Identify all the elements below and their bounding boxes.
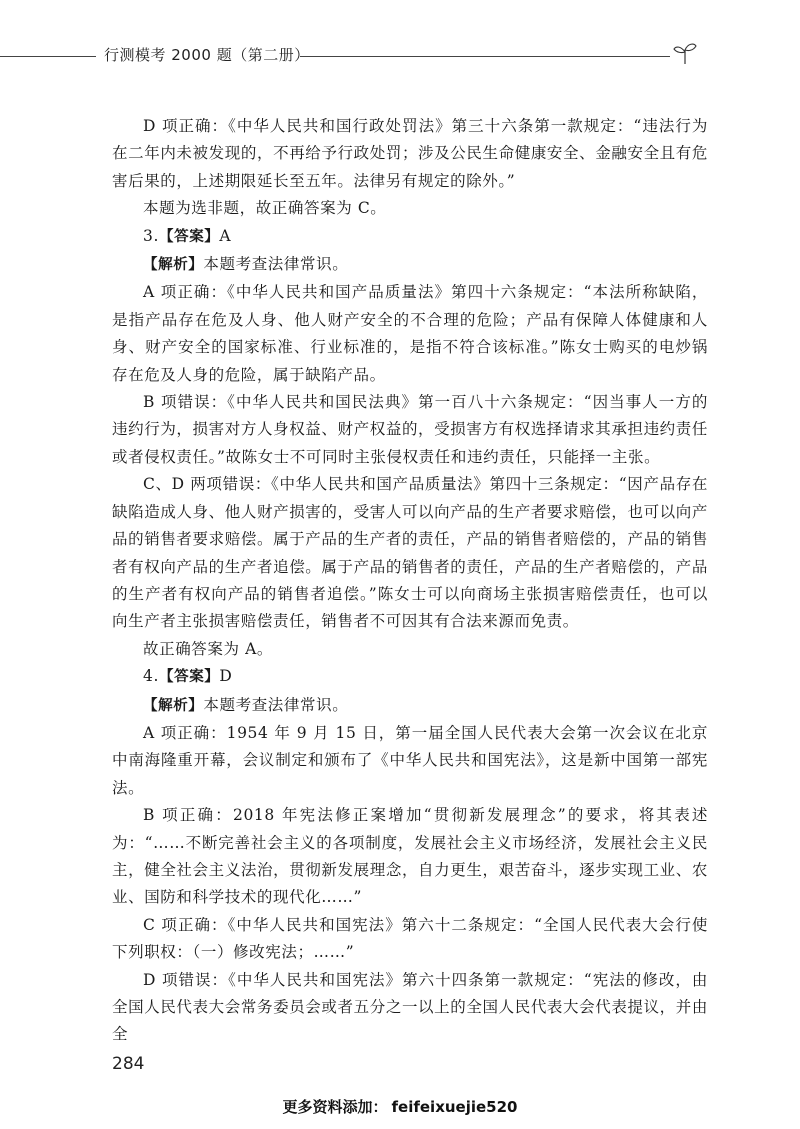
footer-prefix: 更多资料添加： <box>282 1098 388 1116</box>
paragraph-text: B 项正确：2018 年宪法修正案增加“贯彻新发展理念”的要求，将其表述为：“……不断完善社会主义的各项制度，发展社会主义市场经济，发展社会主义民主，健全社会主义法治，贯彻新发展理念，自力更生，艰苦奋斗，逐步实现工业、农业、国防和科学技术的现代化……” <box>112 806 708 907</box>
paragraph-text: 故正确答案为 A。 <box>143 639 274 658</box>
paragraph-text: A 项正确：《中华人民共和国产品质量法》第四十六条规定：“本法所称缺陷，是指产品存在危及人身、他人财产安全的不合理的危险；产品有保障人体健康和人身、财产安全的国家标准、行业标准的，是指不符合该标准。”陈女士购买的电炒锅存在危及人身的危险，属于缺陷产品。 <box>112 283 708 384</box>
paragraph <box>112 471 708 635</box>
answer-label: 【答案】 <box>159 228 220 245</box>
book-title: 行测模考 2000 题（第二册） <box>104 46 310 64</box>
sprout-icon <box>672 40 698 66</box>
footer-note <box>0 1096 800 1117</box>
paragraph <box>112 389 708 471</box>
question-number: 3. <box>143 226 159 245</box>
paragraph <box>112 912 708 967</box>
paragraph-text: C、D 两项错误：《中华人民共和国产品质量法》第四十三条规定：“因产品存在缺陷造成人身、他人财产损害的，受害人可以向产品的生产者要求赔偿，也可以向产品的销售者要求赔偿。属于产品的生产者的责任，产品的销售者赔偿的，产品的销售者有权向产品的生产者追偿。属于产品的销售者的责任，产品的生产者赔偿的，产品的生产者有权向产品的销售者追偿。”陈女士可以向商场主张损害赔偿责任，也可以向生产者主张损害赔偿责任，销售者不可因其有合法来源而免责。 <box>112 475 708 631</box>
answer-explanations <box>112 113 708 1049</box>
paragraph-text: C 项正确：《中华人民共和国宪法》第六十二条规定：“全国人民代表大会行使下列职权：（一）修改宪法；……” <box>112 915 708 962</box>
paragraph-text: 本题考查法律常识。 <box>203 695 349 714</box>
analysis-line <box>112 692 708 720</box>
page-number: 284 <box>112 1054 145 1074</box>
paragraph <box>112 967 708 1049</box>
analysis-line <box>112 251 708 279</box>
header-rule-right <box>300 56 670 57</box>
paragraph <box>112 720 708 802</box>
running-header <box>0 36 800 76</box>
answer-line <box>112 663 708 691</box>
paragraph <box>112 113 708 195</box>
answer-label: 【答案】 <box>159 669 220 686</box>
paragraph-text: 本题为选非题，故正确答案为 C。 <box>143 199 387 218</box>
paragraph-text: B 项错误：《中华人民共和国民法典》第一百八十六条规定：“因当事人一方的违约行为，损害对方人身权益、财产权益的，受损害方有权选择请求其承担违约责任或者侵权责任。”故陈女士不可同时主张侵权责任和违约责任，只能择一主张。 <box>112 393 708 466</box>
footer-contact: feifeixuejie520 <box>391 1098 518 1116</box>
analysis-label: 【解析】 <box>143 257 204 274</box>
paragraph <box>112 636 708 663</box>
paragraph <box>112 195 708 222</box>
paragraph-text: A 项正确：1954 年 9 月 15 日，第一届全国人民代表大会第一次会议在北京中南海隆重开幕，会议制定和颁布了《中华人民共和国宪法》，这是新中国第一部宪法。 <box>112 723 708 797</box>
paragraph-text: D 项错误：《中华人民共和国宪法》第六十四条第一款规定：“宪法的修改，由全国人民代表大会常务委员会或者五分之一以上的全国人民代表大会代表提议，并由全 <box>112 970 708 1044</box>
answer-line <box>112 223 708 251</box>
paragraph-text: D 项正确：《中华人民共和国行政处罚法》第三十六条第一款规定：“违法行为在二年内未被发现的，不再给予行政处罚；涉及公民生命健康安全、金融安全且有危害后果的，上述期限延长至五年。法律另有规定的除外。” <box>112 117 708 190</box>
question-number: 4. <box>143 667 159 686</box>
paragraph <box>112 279 708 389</box>
paragraph <box>112 802 708 912</box>
answer-value: A <box>219 226 232 245</box>
answer-value: D <box>219 667 233 686</box>
header-rule-left <box>0 56 96 57</box>
paragraph-text: 本题考查法律常识。 <box>203 255 349 274</box>
analysis-label: 【解析】 <box>143 697 204 714</box>
